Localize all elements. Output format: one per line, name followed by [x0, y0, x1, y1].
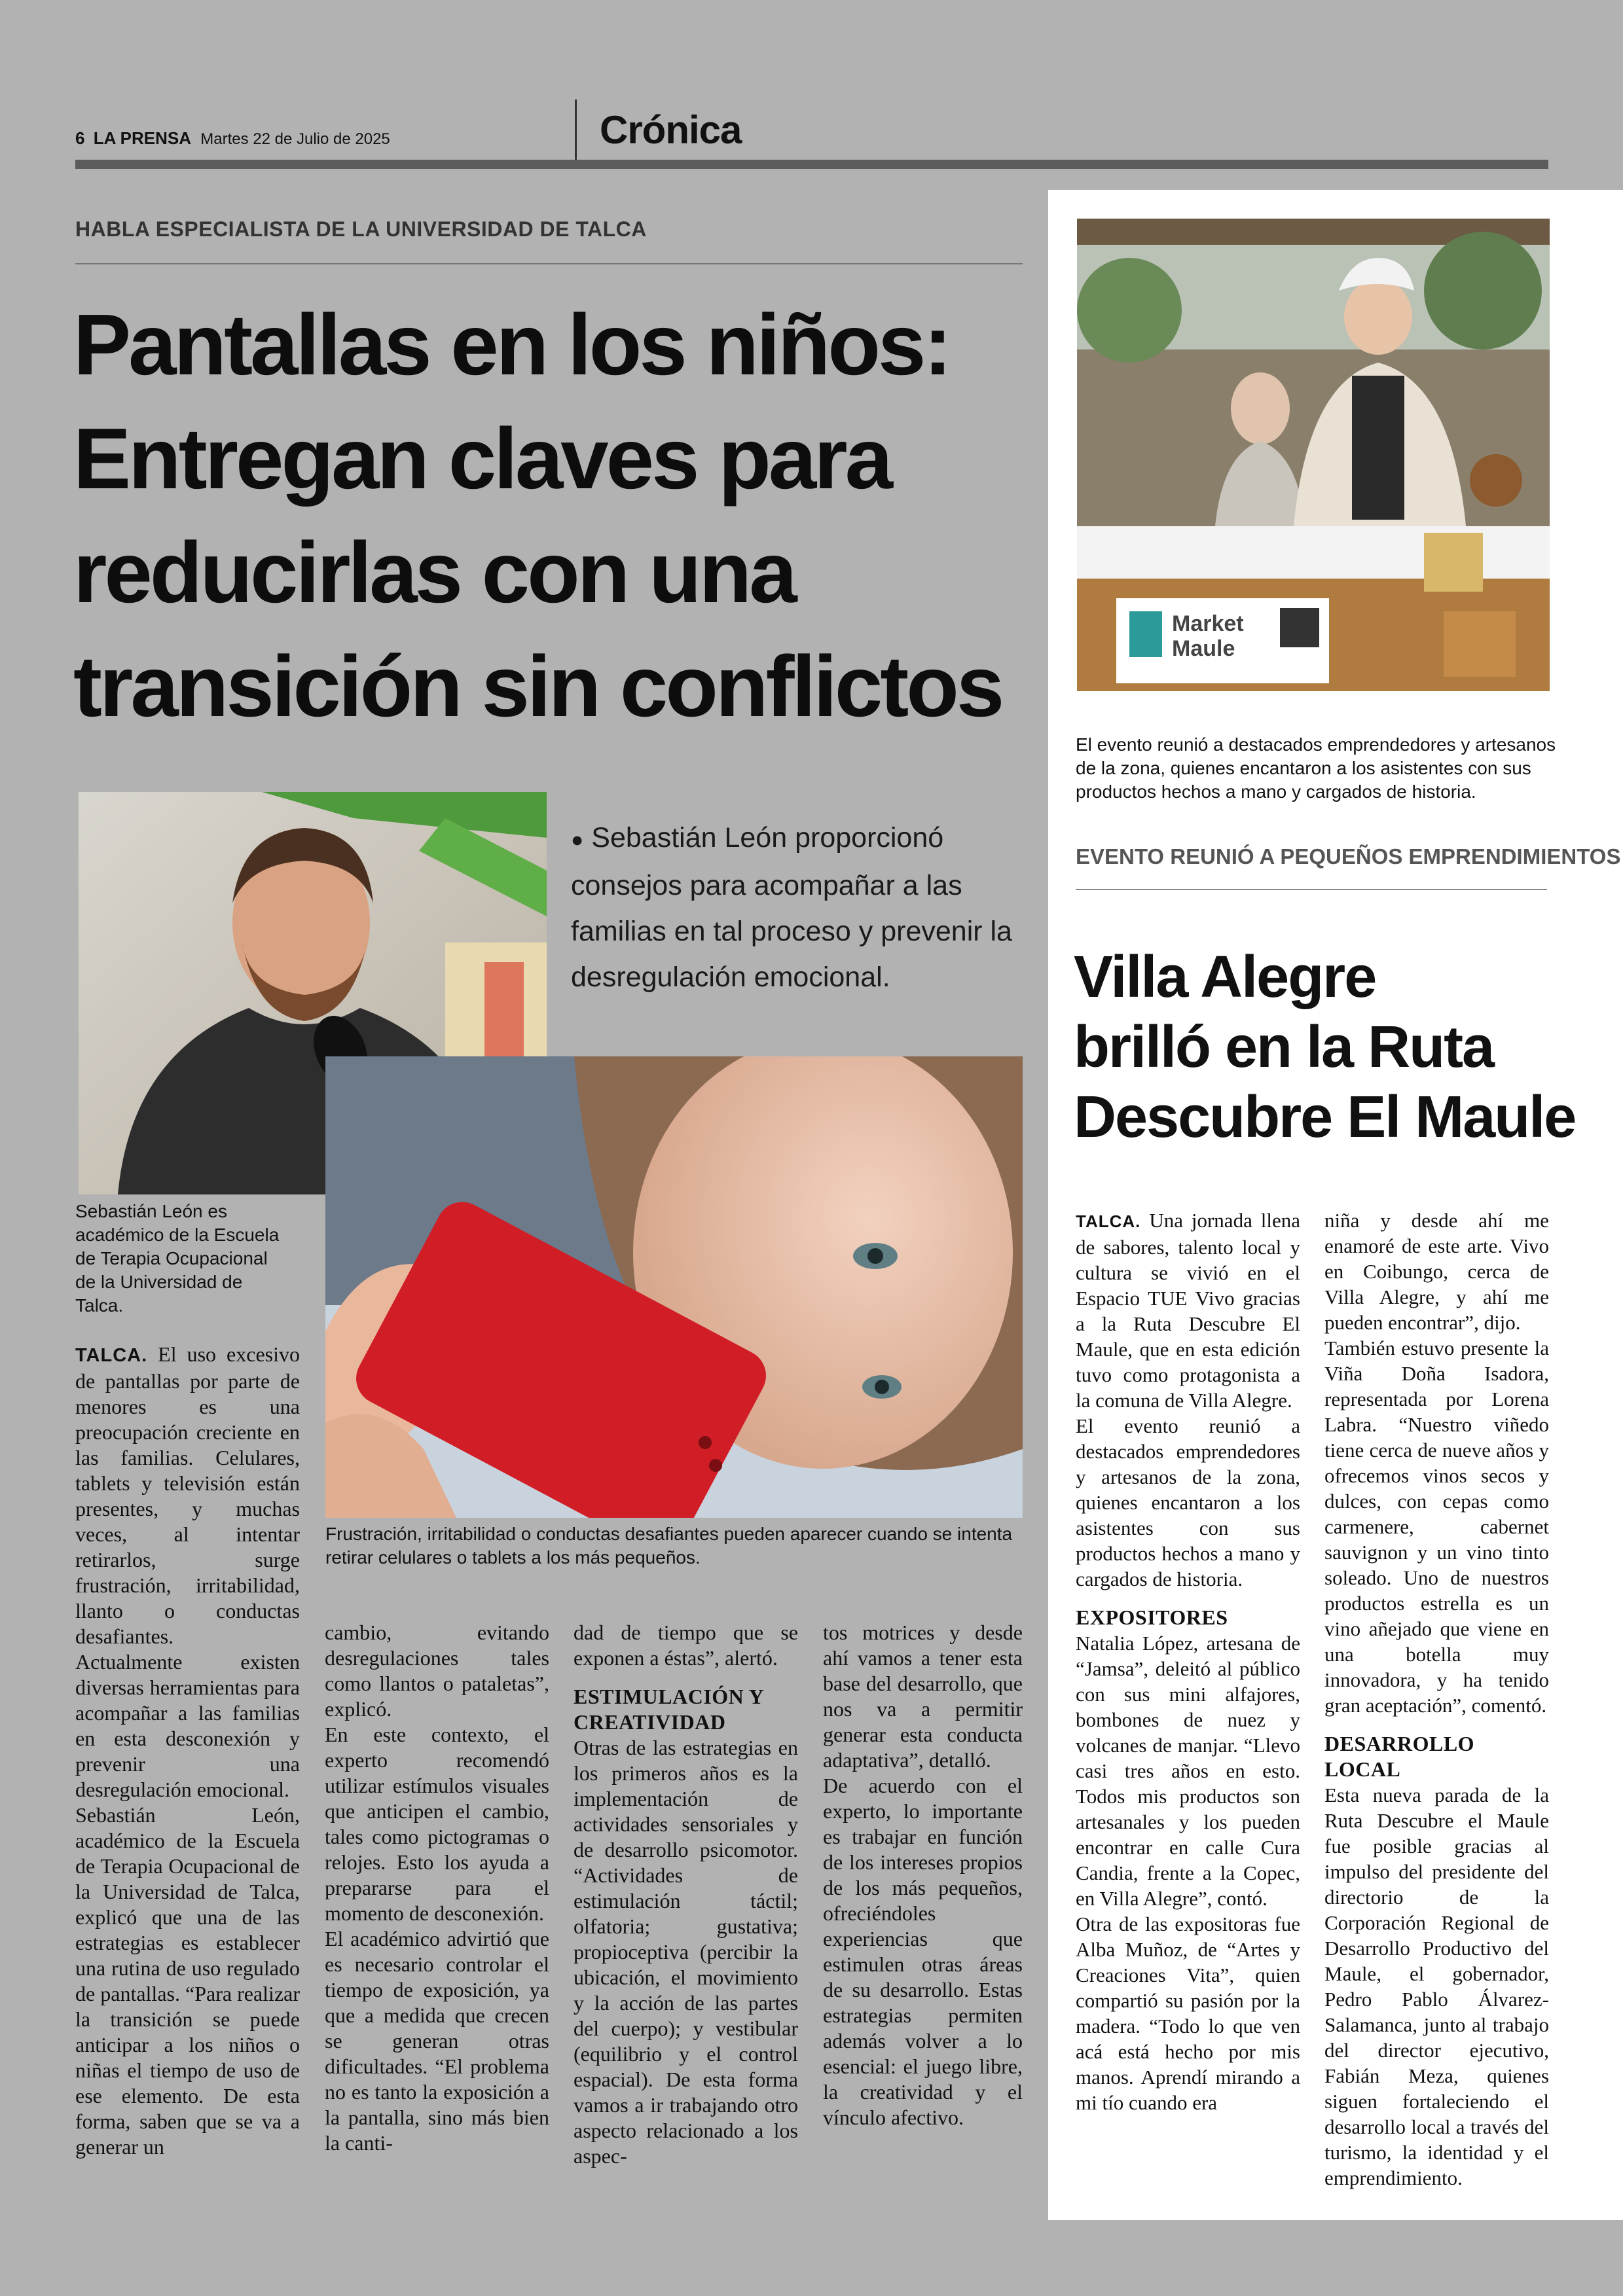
page-number: 6: [75, 128, 85, 148]
body-paragraph: [75, 1342, 300, 1649]
body-paragraph: [1076, 1208, 1300, 1413]
issue-date: Martes 22 de Julio de 2025: [200, 130, 390, 148]
dateline: TALCA.: [75, 1345, 148, 1366]
headline-line: reducirlas con una: [73, 524, 795, 620]
main-body-column-4: [823, 1620, 1023, 2130]
subheading: ESTIMULACIÓN Y CREATIVIDAD: [574, 1685, 763, 1734]
body-paragraph: Actualmente existen diversas herramientas para acompañar a las familias en esta desconexión y prevenir una desregulación emocional.: [75, 1650, 300, 1801]
market-photo-caption: El evento reunió a destacados emprendedores y artesanos de la zona, quienes encantaron a los asistentes con sus productos hechos a mano y cargados de historia.: [1076, 734, 1556, 802]
side-headline: [1074, 942, 1575, 1153]
body-paragraph: El académico advirtió que es necesario controlar el tiempo de exposición, ya que a medida que crecen se generan otras dificultades. “El problema no es tanto la exposición a la pantalla, sino más bien la canti-: [325, 1927, 549, 2155]
side-kicker-rule: [1076, 889, 1547, 890]
body-paragraph: Otras de las estrategias en los primeros años es la implementación de actividades sensoriales y de desarrollo psicomotor. “Actividades de estimulación táctil; olfatoria; gustativa; propioceptiva (percibir la ubicación, el movimiento y la acción de las partes del cuerpo); y vestibular (equilibrio y el control espacial). De esta forma vamos a ir trabajando otro aspecto relacionado a los aspec-: [574, 1736, 798, 2168]
bullet-icon: ●: [571, 827, 584, 852]
main-kicker: HABLA ESPECIALISTA DE LA UNIVERSIDAD DE TALCA: [75, 217, 647, 241]
side-headline-line: Villa Alegre: [1074, 944, 1376, 1010]
body-paragraph: tos motrices y desde ahí vamos a tener esta base del desarrollo, que nos va a permitir generar esta conducta adaptativa”, detalló.: [823, 1621, 1023, 1772]
side-headline-line: Descubre El Maule: [1074, 1085, 1576, 1150]
market-sign-line: Maule: [1172, 636, 1235, 661]
summary-text: Sebastián León proporcionó consejos para acompañar a las familias en tal proceso y prevenir la desregulación emocional.: [571, 822, 1012, 993]
dateline: TALCA.: [1076, 1211, 1141, 1231]
body-paragraph: Sebastián León, académico de la Escuela de Terapia Ocupacional de la Universidad de Talca, explicó que una de las estrategias es establecer una rutina de uso regulado de pantallas. “Para realizar la transición se puede anticipar a los niños o niñas el tiempo de uso de ese elemento. De esta forma, saben que se va a generar un: [75, 1803, 300, 2159]
headline-line: transición sin conflictos: [73, 638, 1002, 734]
section-name: Crónica: [600, 108, 742, 152]
side-headline-line: brilló en la Ruta: [1074, 1014, 1494, 1080]
body-paragraph: De acuerdo con el experto, lo importante es trabajar en función de los intereses propios de los más pequeños, ofreciéndoles experiencias que estimulen otras áreas de su desarrollo. Estas estrategias permiten además volver a lo esencial: el juego libre, la creatividad y el vínculo afectivo.: [823, 1774, 1023, 2129]
body-paragraph: cambio, evitando desregulaciones tales como llantos o pataletas”, explicó.: [325, 1621, 549, 1721]
side-body-column-1: [1076, 1208, 1300, 2115]
body-text: El uso excesivo de pantallas por parte de menores es una preocupación creciente en las familias. Celulares, tablets y televisión están presentes, y muchas veces, al intentar retirarlos, surge frustración, irritabilidad, llanto o conductas desafiantes.: [75, 1342, 301, 1648]
publication-name: LA PRENSA: [93, 128, 191, 148]
child-phone-photo: [325, 1056, 1023, 1518]
main-body-column-2: [325, 1620, 549, 2156]
body-paragraph: Otra de las expositoras fue Alba Muñoz, de “Artes y Creaciones Vita”, quien compartió su pasión por la madera. “Todo lo que ven acá está hecho por mis manos. Aprendí mirando a mi tío cuando era: [1076, 1912, 1300, 2114]
body-paragraph: El evento reunió a destacados emprendedores y artesanos de la zona, quienes encantaron a los asistentes con sus productos hechos a mano y cargados de historia.: [1076, 1414, 1300, 1590]
body-paragraph: En este contexto, el experto recomendó utilizar estímulos visuales que anticipen el cambio, tales como pictogramas o relojes. Esto los ayuda a prepararse para el momento de desconexión.: [325, 1723, 549, 1925]
main-body-column-3: [574, 1620, 798, 2169]
specialist-photo-caption: Sebastián León es académico de la Escuela de Terapia Ocupacional de la Universidad de Talca.: [75, 1201, 280, 1316]
body-paragraph: niña y desde ahí me enamoré de este arte. Vivo en Coibungo, cerca de Villa Alegre, y ahí me pueden encontrar”, dijo.: [1324, 1209, 1549, 1334]
main-headline: [73, 288, 1002, 744]
page-header: [75, 128, 573, 154]
body-paragraph: Natalia López, artesana de “Jamsa”, deleitó al público con sus mini alfajores, bombones de nuez y volcanes de manjar. “Llevo casi tres años en esto. Todos mis productos son artesanales y los pueden encontrar en calle Cura Candia, frente a la Copec, en Villa Alegre”, contó.: [1076, 1632, 1300, 1910]
market-photo: [1077, 219, 1550, 691]
side-body-column-2: [1324, 1208, 1549, 2191]
side-kicker: EVENTO REUNIÓ A PEQUEÑOS EMPRENDIMIENTOS: [1076, 844, 1621, 869]
body-paragraph: dad de tiempo que se exponen a éstas”, alertó.: [574, 1621, 798, 1670]
body-text: Una jornada llena de sabores, talento local y cultura se vivió en el Espacio TUE Vivo gracias a la Ruta Descubre El Maule, que en esta edición tuvo como protagonista a la comuna de Villa Alegre.: [1076, 1209, 1300, 1412]
headline-line: Pantallas en los niños:: [73, 296, 950, 393]
body-paragraph: También estuvo presente la Viña Doña Isadora, representada por Lorena Labra. “Nuestro viñedo tiene cerca de nueve años y ofrecemos vinos secos y dulces, con cepas como carmenere, cabernet sauvignon y un vino tinto soleado. Uno de nuestros productos estrella es un vino añejado que viene en una botella muy innovadora, y ha tenido gran aceptación”, comentó.: [1324, 1336, 1549, 1717]
main-body-column-1: [75, 1342, 300, 2160]
kicker-rule: [75, 263, 1023, 264]
subheading: EXPOSITORES: [1076, 1605, 1228, 1629]
header-divider: [575, 99, 577, 160]
child-phone-photo-caption: Frustración, irritabilidad o conductas desafiantes pueden aparecer cuando se intenta retirar celulares o tablets a los más pequeños.: [325, 1524, 1013, 1568]
headline-line: Entregan claves para: [73, 410, 890, 507]
subheading: DESARROLLO LOCAL: [1324, 1732, 1475, 1781]
body-paragraph: Esta nueva parada de la Ruta Descubre el Maule fue posible gracias al impulso del presidente del directorio de la Corporación Regional de Desarrollo Productivo del Maule, el gobernador, Pedro Pablo Álvarez-Salamanca, junto al trabajo del director ejecutivo, Fabián Meza, quienes siguen fortaleciendo el desarrollo local a través del turismo, la identidad y el emprendimiento.: [1324, 1784, 1549, 2189]
market-sign-line: Market: [1172, 611, 1244, 636]
main-summary: [571, 815, 1023, 1000]
header-rule: [75, 160, 1548, 169]
